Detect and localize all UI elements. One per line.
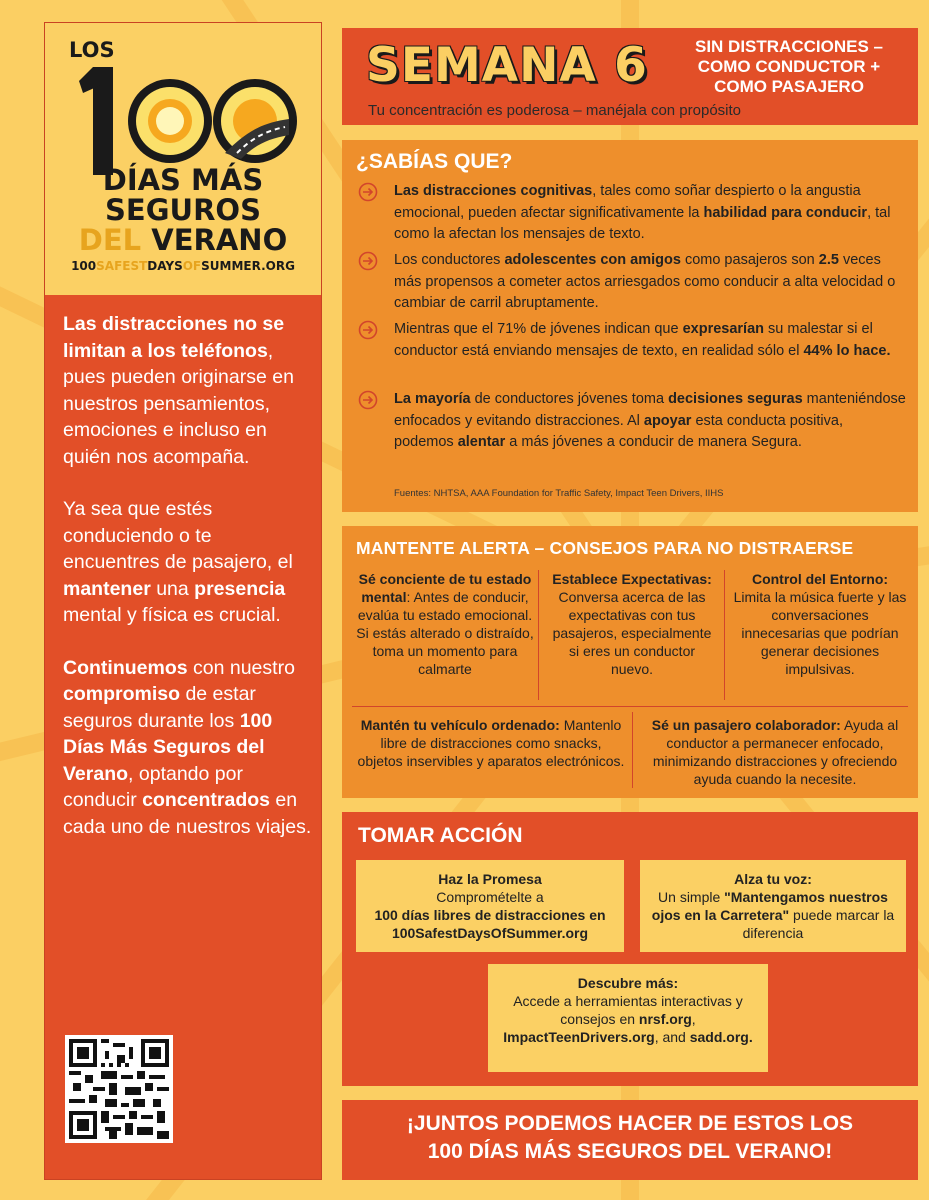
- logo-line-2: SEGUROS: [105, 193, 261, 227]
- pledge-card[interactable]: Haz la Promesa Compromételte a 100 días libres de distracciones en 100SafestDaysOfSummer.org: [356, 860, 624, 952]
- left-paragraph-3: Continuemos con nuestro compromiso de estar seguros durante los 100 Días Más Seguros del Verano, optando por conducir concentrados en cada uno de nuestros viajes.: [63, 656, 312, 838]
- divider: [352, 706, 908, 707]
- divider: [538, 570, 539, 700]
- take-action-section: [342, 812, 918, 1086]
- week-tagline: Tu concentración es poderosa – manéjala con propósito: [368, 102, 742, 119]
- sources-note: Fuentes: NHTSA, AAA Foundation for Traffic Safety, Impact Teen Drivers, IIHS: [394, 488, 724, 499]
- left-paragraph-1: Las distracciones no se limitan a los teléfonos, pues pueden originarse en nuestros pensamientos, emociones e incluso en quién nos acompaña.: [63, 313, 294, 468]
- divider: [632, 712, 633, 788]
- fact-4: La mayoría de conductores jóvenes toma decisiones seguras manteniéndose enfocados y evitando distracciones. Al apoyar esta conducta positiva, podemos alentar a más jóvenes a conducir de manera Segura.: [394, 391, 906, 450]
- take-action-title: TOMAR ACCIÓN: [358, 824, 523, 847]
- speak-up-card[interactable]: Alza tu voz: Un simple "Mantengamos nuestros ojos en la Carretera" puede marcar la diferencia: [640, 860, 906, 952]
- arrow-circle-icon: [358, 320, 378, 340]
- learn-more-card[interactable]: Descubre más: Accede a herramientas interactivas y consejos en nrsf.org, ImpactTeenDrivers.org, and sadd.org.: [488, 964, 768, 1072]
- fact-3: Mientras que el 71% de jóvenes indican que expresarían su malestar si el conductor está enviando mensajes de texto, en realidad sólo el 44% lo hace.: [394, 321, 891, 359]
- arrow-circle-icon: [358, 182, 378, 202]
- did-you-know-section: [342, 140, 918, 512]
- left-paragraph-2: Ya sea que estés conduciendo o te encuentres de pasajero, el mantener una presencia mental y física es crucial.: [63, 498, 293, 626]
- divider: [724, 570, 725, 700]
- arrow-circle-icon: [358, 251, 378, 271]
- qr-code[interactable]: [65, 1035, 173, 1143]
- logo-line-3: VERANO: [151, 223, 288, 257]
- arrow-circle-icon: [358, 390, 378, 410]
- week-header: [342, 28, 918, 125]
- fact-1: Las distracciones cognitivas, tales como soñar despierto o la angustia emocional, pueden afectar significativamente la habilidad para conducir, tal como la afectan los mensajes de texto.: [394, 183, 891, 242]
- road-icon: [213, 79, 297, 163]
- logo: [45, 23, 321, 295]
- closing-line-2: 100 DÍAS MÁS SEGUROS DEL VERANO!: [427, 1140, 833, 1163]
- left-panel: [44, 22, 322, 1180]
- closing-line-1: ¡JUNTOS PODEMOS HACER DE ESTOS LOS: [406, 1112, 854, 1135]
- sun-icon: [128, 79, 212, 163]
- tip-collaborative-passenger: Sé un pasajero colaborador: Ayuda al conductor a permanecer enfocado, minimizando distracciones y ofreciendo ayuda cuando la necesite.: [651, 717, 899, 787]
- fact-2: Los conductores adolescentes con amigos como pasajeros son 2.5 veces más propensos a cometer actos arriesgados como conducir a alta velocidad o cambiar de carril abruptamente.: [394, 252, 896, 311]
- tip-clean-vehicle: Mantén tu vehículo ordenado: Mantenlo libre de distracciones como snacks, objetos inservibles y aparatos electrónicos.: [357, 717, 625, 769]
- logo-line-3-accent: DEL: [78, 223, 142, 257]
- tip-mental-state: Sé conciente de tu estado mental: Antes de conducir, evalúa tu estado emocional. Si estás alterado o distraído, toma un momento para calmarte: [356, 571, 534, 677]
- tip-expectations: Establece Expectativas: Conversa acerca de las expectativas con tus pasajeros, especialmente si eres un conductor nuevo.: [552, 571, 712, 677]
- stay-alert-section: [342, 526, 918, 798]
- logo-line-1: DÍAS MÁS: [102, 163, 264, 197]
- closing-banner: [342, 1100, 918, 1180]
- tip-environment: Control del Entorno: Limita la música fuerte y las conversaciones innecesarias que podrían generar decisiones impulsivas.: [733, 571, 907, 677]
- week-title: SEMANA 6: [366, 38, 648, 93]
- left-intro-text: [63, 311, 313, 866]
- logo-url: 100SAFESTDAYSOFSUMMER.ORG: [71, 259, 295, 273]
- stay-alert-title: MANTENTE ALERTA – CONSEJOS PARA NO DISTRAERSE: [356, 538, 854, 558]
- week-subtitle: SIN DISTRACCIONES – COMO CONDUCTOR + COMO PASAJERO: [695, 37, 883, 96]
- logo-los: LOS: [69, 38, 115, 62]
- did-you-know-title: ¿SABÍAS QUE?: [356, 150, 513, 173]
